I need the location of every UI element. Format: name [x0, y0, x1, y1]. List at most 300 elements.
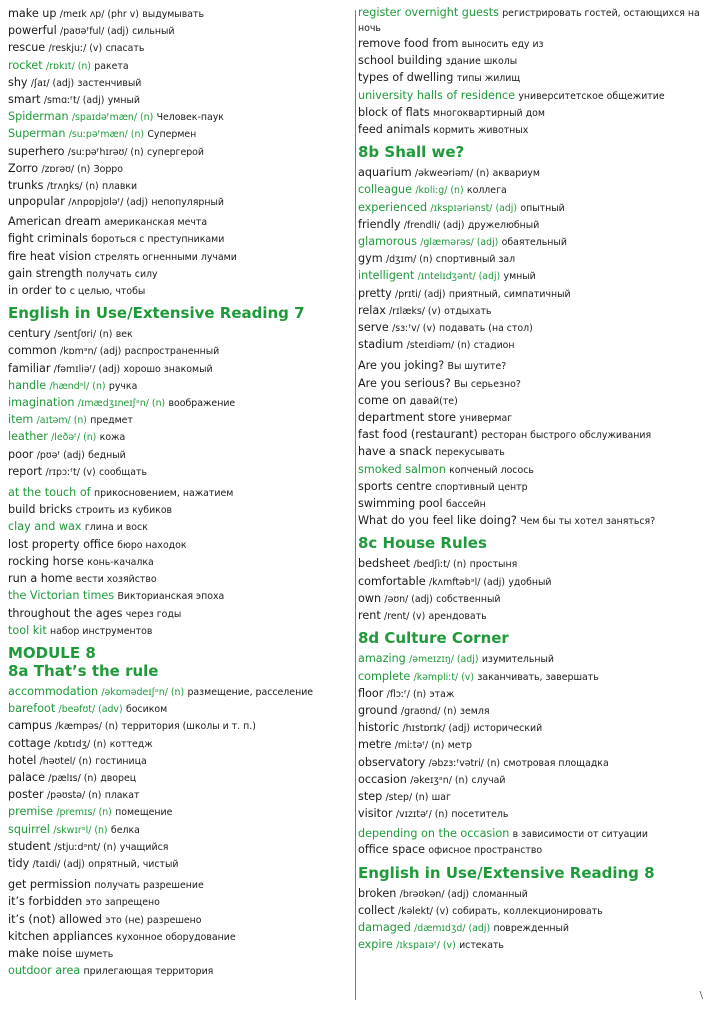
- entry-translation: помещение: [115, 807, 173, 819]
- entry-word: office space: [358, 843, 426, 857]
- entry-translation: плавки: [102, 181, 138, 193]
- entry-transcription: /ɪkspaɪəᶠ/ (v): [396, 940, 456, 952]
- vocab-section: [358, 358, 700, 530]
- entry-translation: метр: [447, 740, 472, 752]
- entry-translation: коттедж: [109, 738, 153, 750]
- entry-word: ground: [358, 703, 398, 717]
- entry-translation: дворец: [100, 772, 137, 784]
- vocab-entry: [358, 393, 700, 410]
- entry-word: imagination: [8, 396, 75, 410]
- vocab-entry: [8, 361, 350, 378]
- entry-translation: собирать, коллекционировать: [452, 905, 603, 917]
- entry-word: friendly: [358, 217, 401, 231]
- entry-transcription: /hɪstɒrɪk/ (adj): [402, 723, 471, 735]
- vocab-entry: [358, 6, 700, 36]
- entry-word: fight criminals: [8, 232, 88, 246]
- entry-word: familiar: [8, 361, 51, 375]
- entry-word: floor: [358, 686, 384, 700]
- section-heading: English in Use/Extensive Reading 7: [8, 304, 305, 323]
- entry-word: tool kit: [8, 623, 47, 637]
- entry-word: poster: [8, 788, 44, 802]
- vocab-entry: [358, 358, 700, 375]
- entry-word: American dream: [8, 215, 101, 229]
- vocab-entry: [8, 178, 350, 195]
- vocab-entry: [8, 623, 350, 640]
- entry-translation: аквариум: [492, 168, 540, 180]
- entry-word: it’s (not) allowed: [8, 912, 103, 926]
- entry-word: types of dwelling: [358, 71, 454, 85]
- vocab-section: [358, 6, 700, 139]
- entry-word: intelligent: [358, 269, 415, 283]
- entry-transcription: /pʊəᶠ (adj): [36, 449, 85, 461]
- entry-word: step: [358, 789, 383, 803]
- entry-word: at the touch of: [8, 486, 91, 500]
- entry-translation: учащийся: [119, 841, 169, 853]
- entry-transcription: /fəmɪliəᶠ/ (adj): [53, 363, 121, 375]
- vocab-entry: [358, 937, 700, 954]
- entry-word: lost property office: [8, 537, 114, 551]
- entry-translation: получать разрешение: [94, 880, 204, 892]
- vocab-entry: [8, 787, 350, 804]
- vocab-entry: [8, 519, 350, 536]
- vocab-entry: [8, 343, 350, 360]
- vocab-entry: [8, 912, 350, 929]
- entry-translation: удобный: [508, 576, 552, 588]
- vocab-entry: [8, 23, 350, 40]
- vocab-entry: [358, 720, 700, 737]
- entry-transcription: /dæmɪdʒd/ (adj): [414, 922, 491, 934]
- entry-translation: ресторан быстрого обслуживания: [481, 430, 652, 442]
- vocab-entry: [8, 378, 350, 395]
- entry-translation: Человек-паук: [156, 112, 224, 124]
- entry-word: own: [358, 591, 382, 605]
- entry-translation: вести хозяйство: [75, 574, 157, 586]
- entry-transcription: /reskjuː/ (v): [48, 43, 103, 55]
- entry-translation: строить из кубиков: [75, 505, 173, 517]
- vocab-entry: [8, 326, 350, 343]
- vocab-entry: [358, 789, 700, 806]
- vocab-entry: [358, 669, 700, 686]
- entry-transcription: /trʌŋks/ (n): [46, 181, 99, 193]
- vocab-entry: [8, 109, 350, 126]
- vocab-entry: [358, 903, 700, 920]
- entry-word: powerful: [8, 24, 57, 38]
- vocab-entry: [8, 161, 350, 178]
- entry-translation: супергерой: [146, 146, 205, 158]
- entry-translation: давай(те): [409, 395, 458, 407]
- entry-word: poor: [8, 447, 34, 461]
- entry-translation: отдыхать: [444, 305, 492, 317]
- entry-translation: предмет: [90, 415, 133, 427]
- vocab-entry: [8, 588, 350, 605]
- vocab-entry: [358, 513, 700, 530]
- entry-transcription: /pəʊstə/ (n): [46, 790, 102, 802]
- entry-transcription: /aɪtəm/ (n): [36, 415, 87, 427]
- entry-translation: подавать (на стол): [438, 323, 533, 335]
- entry-word: handle: [8, 378, 47, 392]
- entry-transcription: /brəʊkən/ (adj): [399, 888, 470, 900]
- entry-word: premise: [8, 805, 54, 819]
- entry-word: experienced: [358, 200, 428, 214]
- entry-translation: век: [115, 329, 133, 341]
- entry-word: stadium: [358, 338, 404, 352]
- entry-translation: смотровая площадка: [503, 757, 609, 769]
- entry-translation: хорошо знакомый: [123, 363, 213, 375]
- entry-word: fast food (restaurant): [358, 428, 478, 442]
- vocab-entry: [8, 684, 350, 701]
- vocab-entry: [358, 337, 700, 354]
- vocab-entry: [358, 70, 700, 87]
- entry-transcription: /flɔːᶠ/ (n): [386, 688, 427, 700]
- vocab-entry: [358, 920, 700, 937]
- vocab-entry: [8, 537, 350, 554]
- entry-transcription: /dʒɪm/ (n): [385, 254, 433, 266]
- entry-word: glamorous: [358, 235, 417, 249]
- vocab-entry: [8, 804, 350, 821]
- vocab-entry: [358, 772, 700, 789]
- vocab-entry: [358, 886, 700, 903]
- entry-translation: конь-качалка: [87, 556, 154, 568]
- entry-word: aquarium: [358, 166, 412, 180]
- entry-transcription: /ʌnpɒpjʊləᶠ/ (adj): [68, 197, 149, 209]
- entry-word: expire: [358, 938, 393, 952]
- entry-word: gain strength: [8, 266, 83, 280]
- vocab-entry: [358, 286, 700, 303]
- entry-translation: сообщать: [99, 466, 147, 478]
- entry-word: relax: [358, 303, 386, 317]
- entry-transcription: /rɪpɔːᶠt/ (v): [45, 466, 96, 478]
- entry-translation: опытный: [520, 202, 565, 214]
- vocab-entry: [358, 217, 700, 234]
- page-mark: \: [699, 990, 703, 1001]
- entry-word: Superman: [8, 127, 66, 141]
- vocab-entry: [358, 686, 700, 703]
- entry-word: hotel: [8, 753, 37, 767]
- section-heading: English in Use/Extensive Reading 8: [358, 863, 655, 882]
- entry-word: visitor: [358, 807, 393, 821]
- entry-translation: кормить животных: [433, 125, 529, 137]
- entry-word: throughout the ages: [8, 606, 123, 620]
- entry-word: damaged: [358, 920, 411, 934]
- entry-translation: собственный: [436, 593, 501, 605]
- entry-transcription: /graʊnd/ (n): [400, 705, 457, 717]
- entry-transcription: /prɪti/ (adj): [395, 288, 446, 300]
- entry-translation: умный: [503, 271, 536, 283]
- entry-word: barefoot: [8, 702, 56, 716]
- vocab-section: [358, 534, 700, 625]
- entry-word: shy: [8, 75, 28, 89]
- vocab-entry: [358, 842, 700, 859]
- vocab-entry: [8, 231, 350, 248]
- entry-word: register overnight guests: [358, 6, 499, 19]
- entry-word: historic: [358, 721, 400, 735]
- vocab-entry: [8, 266, 350, 283]
- entry-translation: Зорро: [93, 163, 123, 175]
- entry-translation: кухонное оборудование: [116, 931, 236, 943]
- vocab-entry: [8, 92, 350, 109]
- vocab-entry: [8, 856, 350, 873]
- entry-translation: поврежденный: [493, 922, 569, 934]
- section-heading: 8c House Rules: [358, 534, 487, 553]
- vocab-section: [358, 143, 700, 354]
- entry-translation: типы жилищ: [456, 73, 521, 85]
- entry-word: pretty: [358, 286, 392, 300]
- vocab-entry: [358, 53, 700, 70]
- entry-word: build bricks: [8, 503, 73, 517]
- vocab-entry: [8, 214, 350, 231]
- entry-word: department store: [358, 411, 457, 425]
- vocab-entry: [8, 58, 350, 75]
- entry-transcription: /əmeɪzɪŋ/ (adj): [409, 654, 479, 666]
- vocab-entry: [8, 126, 350, 143]
- entry-translation: глина и воск: [84, 522, 148, 534]
- entry-word: rocking horse: [8, 554, 84, 568]
- vocab-entry: [358, 496, 700, 513]
- entry-transcription: /rɒkɪt/ (n): [46, 60, 91, 72]
- vocab-entry: [8, 894, 350, 911]
- vocab-entry: [8, 412, 350, 429]
- entry-translation: многоквартирный дом: [433, 107, 545, 119]
- vocab-entry: [8, 75, 350, 92]
- entry-transcription: /ʃaɪ/ (adj): [30, 77, 75, 89]
- entry-word: come on: [358, 393, 407, 407]
- entry-transcription: /spaɪdəᶠmæn/ (n): [71, 112, 154, 124]
- entry-translation: выносить еду из: [461, 39, 544, 50]
- entry-translation: сломанный: [472, 888, 528, 900]
- entry-transcription: /rɪlæks/ (v): [389, 305, 441, 317]
- entry-translation: земля: [460, 705, 490, 717]
- vocab-entry: [358, 105, 700, 122]
- entry-transcription: /step/ (n): [385, 791, 429, 803]
- entry-translation: заканчивать, завершать: [477, 671, 599, 683]
- entry-translation: посетитель: [451, 809, 509, 821]
- entry-translation: размещение, расселение: [187, 686, 314, 698]
- entry-transcription: /əʊn/ (adj): [384, 593, 433, 605]
- entry-word: gym: [358, 252, 383, 266]
- entry-translation: опрятный, чистый: [88, 858, 179, 870]
- entry-translation: территория (школы и т. п.): [121, 721, 256, 733]
- entry-word: sports centre: [358, 479, 432, 493]
- entry-translation: универмаг: [459, 413, 513, 425]
- vocab-entry: [8, 571, 350, 588]
- vocab-entry: [8, 195, 350, 210]
- entry-word: make noise: [8, 946, 73, 960]
- entry-transcription: /əkweəriəm/ (n): [414, 168, 490, 180]
- entry-translation: через годы: [125, 608, 182, 620]
- entry-word: make up: [8, 7, 57, 20]
- entry-transcription: /sɜːᶠv/ (v): [392, 323, 436, 335]
- entry-translation: Супермен: [147, 129, 197, 141]
- entry-transcription: /kɒmᵊn/ (adj): [60, 346, 122, 358]
- vocab-entry: [358, 268, 700, 285]
- entry-transcription: /steɪdiəm/ (n): [406, 340, 471, 352]
- entry-translation: Викторианская эпоха: [117, 591, 225, 603]
- vocab-entry: [8, 40, 350, 57]
- vocab-entry: [358, 410, 700, 427]
- entry-translation: бассейн: [445, 499, 486, 511]
- entry-transcription: /suːpəᶠhɪrəʊ/ (n): [67, 146, 144, 158]
- entry-transcription: /premɪs/ (n): [56, 807, 112, 819]
- entry-translation: белка: [110, 824, 140, 836]
- entry-word: unpopular: [8, 195, 65, 209]
- vocab-section: [8, 6, 350, 210]
- entry-translation: Чем бы ты хотел заняться?: [520, 516, 656, 528]
- entry-word: metre: [358, 738, 392, 752]
- vocab-entry: [8, 249, 350, 266]
- entry-word: Spiderman: [8, 110, 69, 124]
- entry-translation: это запрещено: [85, 897, 160, 909]
- entry-word: common: [8, 344, 57, 358]
- vocab-entry: [358, 320, 700, 337]
- entry-transcription: /beəfʊt/ (adv): [58, 704, 123, 716]
- vocab-section: [8, 877, 350, 980]
- entry-translation: сильный: [132, 26, 175, 38]
- entry-word: swimming pool: [358, 497, 443, 511]
- vocab-entry: [8, 946, 350, 963]
- vocab-entry: [358, 608, 700, 625]
- vocab-entry: [358, 122, 700, 139]
- entry-transcription: /miːtəᶠ/ (n): [394, 740, 445, 752]
- entry-word: superhero: [8, 144, 65, 158]
- vocab-section: [8, 644, 350, 873]
- entry-word: What do you feel like doing?: [358, 514, 517, 528]
- entry-word: comfortable: [358, 574, 426, 588]
- entry-word: century: [8, 327, 51, 341]
- right-column: [358, 6, 700, 958]
- entry-transcription: /kæmpəs/ (n): [55, 721, 119, 733]
- entry-translation: приятный, симпатичный: [448, 288, 571, 300]
- vocab-entry: [8, 6, 350, 23]
- entry-translation: ракета: [94, 60, 129, 72]
- vocab-entry: [8, 963, 350, 980]
- entry-word: occasion: [358, 772, 407, 786]
- entry-translation: получать силу: [86, 268, 158, 280]
- entry-translation: стадион: [473, 340, 515, 352]
- left-column: [8, 6, 350, 984]
- entry-transcription: /əbzɜːᶠvətri/ (n): [428, 757, 501, 769]
- entry-word: smoked salmon: [358, 462, 446, 476]
- vocab-entry: [8, 877, 350, 894]
- entry-translation: Вы серьезно?: [454, 378, 521, 390]
- entry-transcription: /zɒrəʊ/ (n): [41, 163, 91, 175]
- entry-word: amazing: [358, 652, 406, 666]
- vocab-entry: [358, 479, 700, 496]
- entry-word: kitchen appliances: [8, 929, 113, 943]
- entry-translation: истекать: [459, 940, 504, 952]
- vocab-entry: [8, 839, 350, 856]
- entry-transcription: /əkeɪʒᵊn/ (n): [410, 774, 469, 786]
- entry-translation: изумительный: [481, 654, 555, 666]
- entry-word: bedsheet: [358, 557, 411, 571]
- entry-word: trunks: [8, 179, 44, 193]
- vocab-section: [358, 827, 700, 859]
- entry-translation: регистрировать гостей, остающихся на ночь: [358, 8, 700, 34]
- entry-word: school building: [358, 54, 443, 68]
- entry-translation: набор инструментов: [50, 625, 153, 637]
- entry-translation: офисное пространство: [428, 845, 543, 857]
- vocab-entry: [8, 929, 350, 946]
- vocab-entry: [8, 701, 350, 718]
- vocab-entry: [358, 444, 700, 461]
- entry-translation: бороться с преступниками: [91, 234, 225, 246]
- section-subheading: 8a That’s the rule: [8, 661, 159, 680]
- entry-transcription: /frendli/ (adj): [403, 219, 465, 231]
- entry-word: the Victorian times: [8, 589, 115, 603]
- entry-word: rescue: [8, 41, 46, 55]
- vocab-entry: [358, 200, 700, 217]
- vocab-entry: [358, 703, 700, 720]
- entry-translation: простыня: [469, 559, 518, 571]
- entry-translation: шуметь: [75, 948, 114, 960]
- entry-translation: воображение: [168, 398, 236, 410]
- vocab-entry: [358, 165, 700, 182]
- vocab-entry: [8, 144, 350, 161]
- entry-word: run a home: [8, 572, 73, 586]
- entry-transcription: /həʊtel/ (n): [39, 755, 92, 767]
- vocab-entry: [358, 462, 700, 479]
- entry-word: squirrel: [8, 822, 50, 836]
- entry-translation: застенчивый: [77, 77, 142, 89]
- entry-translation: коллега: [466, 185, 507, 197]
- entry-word: in order to: [8, 284, 67, 298]
- entry-word: get permission: [8, 878, 92, 892]
- entry-transcription: /bedʃiːt/ (n): [413, 559, 467, 571]
- vocab-entry: [358, 88, 700, 105]
- entry-word: broken: [358, 886, 397, 900]
- vocab-entry: [358, 303, 700, 320]
- vocab-entry: [358, 556, 700, 573]
- entry-transcription: /suːpəᶠmæn/ (n): [68, 129, 145, 141]
- entry-translation: этаж: [429, 688, 455, 700]
- entry-translation: дружелюбный: [467, 219, 540, 231]
- entry-word: complete: [358, 669, 411, 683]
- entry-word: palace: [8, 770, 45, 784]
- vocab-entry: [358, 651, 700, 668]
- vocab-entry: [358, 182, 700, 199]
- vocab-entry: [358, 36, 700, 53]
- entry-word: smart: [8, 93, 41, 107]
- entry-translation: бюро находок: [117, 539, 187, 551]
- vocab-entry: [8, 718, 350, 735]
- entry-transcription: /skwɪrᵊl/ (n): [53, 824, 108, 836]
- entry-translation: спасать: [105, 43, 145, 55]
- entry-translation: исторический: [473, 723, 543, 735]
- entry-translation: спортивный зал: [435, 254, 516, 266]
- vocab-entry: [358, 376, 700, 393]
- entry-word: colleague: [358, 183, 413, 197]
- entry-translation: босиком: [125, 704, 168, 716]
- entry-translation: это (не) разрешено: [105, 914, 202, 926]
- vocab-entry: [358, 427, 700, 444]
- entry-transcription: /kʌmftəbᵊl/ (adj): [428, 576, 506, 588]
- entry-transcription: /smɑːᶠt/ (adj): [43, 95, 105, 107]
- entry-word: campus: [8, 719, 52, 733]
- vocab-entry: [8, 429, 350, 446]
- entry-word: Zorro: [8, 161, 39, 175]
- entry-word: accommodation: [8, 684, 99, 698]
- vocab-entry: [358, 827, 700, 842]
- entry-translation: непопулярный: [151, 197, 224, 209]
- section-heading: 8d Culture Corner: [358, 629, 509, 648]
- entry-translation: с целью, чтобы: [69, 286, 146, 298]
- entry-translation: ручка: [108, 380, 138, 392]
- vocab-entry: [8, 554, 350, 571]
- vocab-entry: [8, 822, 350, 839]
- entry-transcription: /meɪk ʌp/ (phr v): [59, 9, 139, 20]
- entry-transcription: /stjuːdᵊnt/ (n): [54, 841, 117, 853]
- entry-word: Are you serious?: [358, 376, 451, 390]
- entry-transcription: /vɪzɪtəᶠ/ (n): [395, 809, 449, 821]
